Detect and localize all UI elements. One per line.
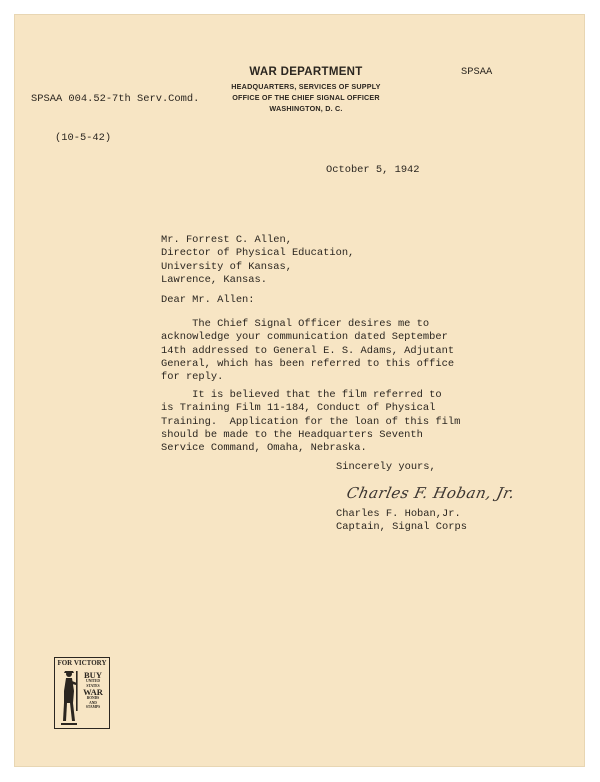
body-line: Training. Application for the loan of this film xyxy=(161,415,461,428)
letterhead-line2: OFFICE OF THE CHIEF SIGNAL OFFICER xyxy=(232,93,380,102)
body-line: is Training Film 11-184, Conduct of Physical xyxy=(161,402,436,415)
stamp-united: UNITED xyxy=(86,679,100,683)
address-block xyxy=(161,234,354,287)
body-line: acknowledge your communication dated September xyxy=(161,331,448,344)
signer-block xyxy=(336,508,467,535)
letterhead-title: WAR DEPARTMENT xyxy=(249,66,363,78)
stamp-heading: FOR VICTORY xyxy=(57,659,107,667)
body-line: for reply. xyxy=(161,371,224,384)
letterhead xyxy=(176,66,436,114)
paragraph-2 xyxy=(161,389,460,455)
stamp-war: WAR xyxy=(83,687,103,697)
salutation: Dear Mr. Allen: xyxy=(161,294,255,306)
body-line: General, which has been referred to this office xyxy=(161,357,455,370)
stamp-stamps: STAMPS xyxy=(85,705,101,709)
handwritten-signature: Charles F. Hoban, Jr. xyxy=(345,484,517,502)
stamp-text xyxy=(80,671,106,710)
stamp-and: AND xyxy=(89,700,97,705)
address-line: Mr. Forrest C. Allen, xyxy=(161,234,292,246)
letterhead-line1: HEADQUARTERS, SERVICES OF SUPPLY xyxy=(231,82,381,91)
file-reference xyxy=(31,66,199,159)
stamp-buy: BUY xyxy=(84,670,102,680)
letterhead-line3: WASHINGTON, D. C. xyxy=(269,104,343,113)
body-line: should be made to the Headquarters Seventh xyxy=(161,428,423,441)
address-line: Lawrence, Kansas. xyxy=(161,273,268,286)
address-line: University of Kansas, xyxy=(161,260,292,273)
right-reference: SPSAA xyxy=(461,66,493,78)
body-line: It is believed that the film referred to xyxy=(161,389,442,401)
stamp-bonds: BONDS xyxy=(86,696,100,700)
letter-date: October 5, 1942 xyxy=(326,164,420,176)
file-reference-line2: (10-5-42) xyxy=(55,132,112,145)
address-line: Director of Physical Education, xyxy=(161,247,355,260)
closing: Sincerely yours, xyxy=(336,461,436,473)
stamp-states: STATES xyxy=(86,683,100,688)
body-line: The Chief Signal Officer desires me to xyxy=(161,318,430,330)
war-bonds-stamp xyxy=(54,657,110,729)
signer-title: Captain, Signal Corps xyxy=(336,521,467,534)
body-line: 14th addressed to General E. S. Adams, Adjutant xyxy=(161,344,455,357)
file-reference-line1: SPSAA 004.52-7th Serv.Comd. xyxy=(31,92,200,105)
body-line: Service Command, Omaha, Nebraska. xyxy=(161,442,367,455)
paragraph-1 xyxy=(161,318,454,384)
signer-name: Charles F. Hoban,Jr. xyxy=(336,508,461,520)
